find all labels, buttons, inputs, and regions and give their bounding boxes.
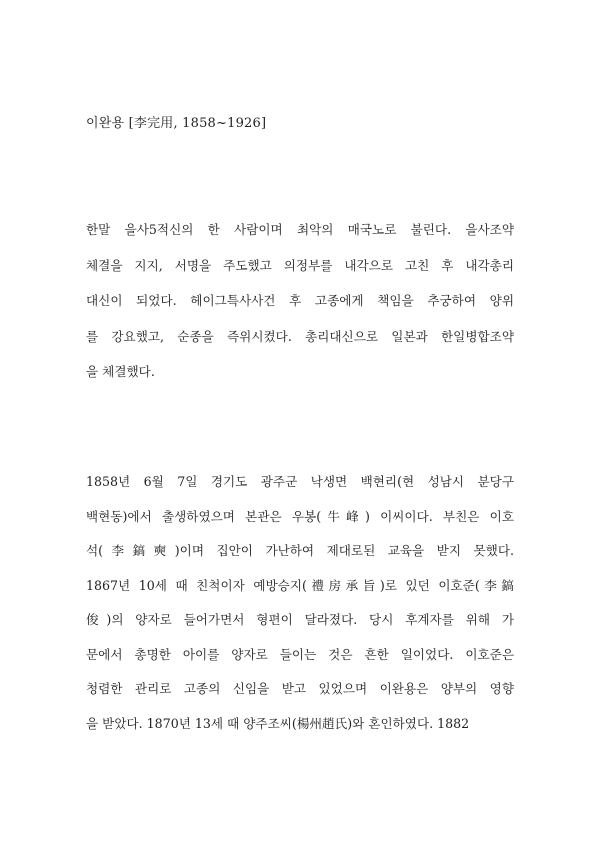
paragraph-line: 을 받았다. 1870년 13세 때 양주조씨(楊州趙氏)와 혼인하였다. 1882 (86, 715, 470, 731)
paragraph-line: 체결을 지지, 서명을 주도했고 의정부를 내각으로 고친 후 내각총리 (86, 257, 514, 273)
paragraph-line: 청렴한 관리로 고종의 신임을 받고 있었으며 이완용은 양부의 영향 (86, 681, 514, 696)
paragraph-line: 백현동)에서 출생하였으며 본관은 우봉(牛峰) 이씨이다. 부친은 이호 (86, 508, 514, 524)
paragraph-line: 1858년 6월 7일 경기도 광주군 낙생면 백현리(현 성남시 분당구 (86, 474, 515, 489)
paragraph-line: 석(李鎬奭)이며 집안이 가난하여 제대로된 교육을 받지 못했다. (86, 543, 514, 558)
paragraph-line: 문에서 총명한 아이를 양자로 들이는 것은 흔한 일이었다. 이호준은 (86, 646, 514, 662)
paragraph-line: 俊)의 양자로 들어가면서 형편이 달라졌다. 당시 후계자를 위해 가 (86, 612, 514, 627)
paragraph-line: 을 체결했다. (86, 364, 155, 379)
paragraph-biography (86, 472, 514, 748)
paragraph-line: 1867년 10세 때 친척이자 예방승지(禮房承旨)로 있던 이호준(李鎬 (86, 577, 514, 593)
paragraph-line: 대신이 되었다. 헤이그특사사건 후 고종에게 책임을 추궁하여 양위 (86, 293, 514, 308)
paragraph-line: 를 강요했고, 순종을 즉위시켰다. 총리대신으로 일본과 한일병합조약 (86, 328, 514, 344)
document-title: 이완용 [李完用, 1858~1926] (86, 116, 267, 131)
paragraph-summary (86, 220, 514, 398)
paragraph-line: 한말 을사5적신의 한 사람이며 최악의 매국노로 불린다. 을사조약 (86, 222, 514, 237)
